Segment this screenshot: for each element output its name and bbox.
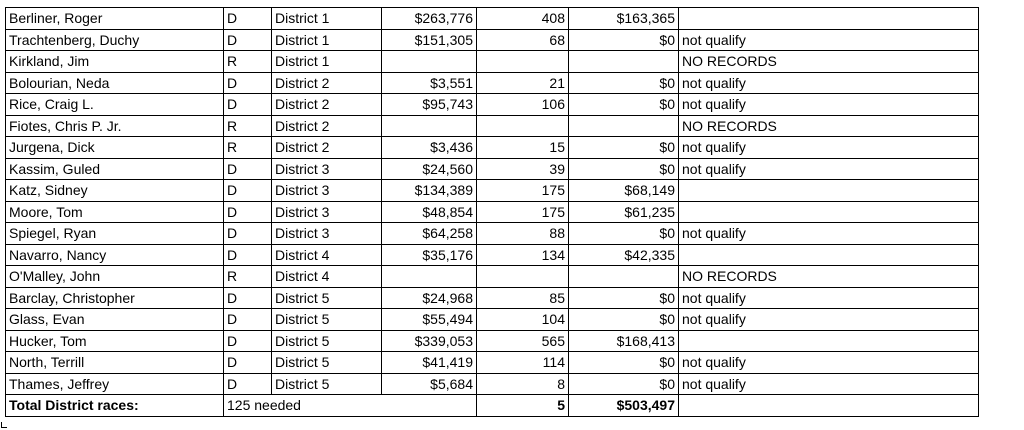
district: District 5	[272, 330, 382, 352]
matching-funds: $0	[569, 309, 679, 331]
table-row	[6, 223, 979, 245]
table-row	[6, 309, 979, 331]
matching-funds: $0	[569, 158, 679, 180]
party: D	[224, 373, 272, 395]
matching-funds: $0	[569, 94, 679, 116]
amount-raised: $134,389	[382, 180, 477, 202]
amount-raised	[382, 266, 477, 288]
status-note: not qualify	[679, 223, 979, 245]
total-row	[6, 395, 979, 417]
amount-raised: $55,494	[382, 309, 477, 331]
amount-raised	[382, 115, 477, 137]
table-row	[6, 158, 979, 180]
status-note: not qualify	[679, 72, 979, 94]
matching-funds: $0	[569, 223, 679, 245]
status-note: NO RECORDS	[679, 266, 979, 288]
district: District 3	[272, 158, 382, 180]
district: District 2	[272, 94, 382, 116]
status-note: not qualify	[679, 309, 979, 331]
party: D	[224, 94, 272, 116]
table-row	[6, 94, 979, 116]
candidate-name: Kirkland, Jim	[6, 51, 224, 73]
table-row	[6, 352, 979, 374]
total-label: Total District races:	[6, 395, 224, 417]
amount-raised: $339,053	[382, 330, 477, 352]
party: D	[224, 29, 272, 51]
candidate-name: North, Terrill	[6, 352, 224, 374]
status-note: not qualify	[679, 94, 979, 116]
status-note: not qualify	[679, 158, 979, 180]
matching-funds: $0	[569, 29, 679, 51]
district: District 1	[272, 51, 382, 73]
matching-funds: $168,413	[569, 330, 679, 352]
table-row	[6, 29, 979, 51]
candidate-name: Moore, Tom	[6, 201, 224, 223]
matching-funds	[569, 266, 679, 288]
matching-funds: $163,365	[569, 8, 679, 30]
district: District 5	[272, 373, 382, 395]
matching-funds: $0	[569, 137, 679, 159]
matching-funds: $61,235	[569, 201, 679, 223]
candidate-name: Rice, Craig L.	[6, 94, 224, 116]
district: District 3	[272, 180, 382, 202]
status-note: NO RECORDS	[679, 51, 979, 73]
district: District 2	[272, 115, 382, 137]
contributor-count: 114	[477, 352, 569, 374]
district: District 5	[272, 309, 382, 331]
candidate-name: Bolourian, Neda	[6, 72, 224, 94]
candidate-name: Fiotes, Chris P. Jr.	[6, 115, 224, 137]
matching-funds: $0	[569, 352, 679, 374]
candidate-name: Berliner, Roger	[6, 8, 224, 30]
matching-funds: $0	[569, 72, 679, 94]
district-races-table	[5, 7, 979, 417]
contributor-count: 85	[477, 287, 569, 309]
status-note	[679, 201, 979, 223]
party: D	[224, 330, 272, 352]
total-note	[679, 395, 979, 417]
district: District 1	[272, 8, 382, 30]
status-note: NO RECORDS	[679, 115, 979, 137]
amount-raised: $48,854	[382, 201, 477, 223]
party: D	[224, 158, 272, 180]
party: R	[224, 266, 272, 288]
amount-raised: $5,684	[382, 373, 477, 395]
contributor-count	[477, 266, 569, 288]
candidate-name: Hucker, Tom	[6, 330, 224, 352]
status-note: not qualify	[679, 352, 979, 374]
party: D	[224, 180, 272, 202]
matching-funds	[569, 51, 679, 73]
district: District 1	[272, 29, 382, 51]
candidate-name: Navarro, Nancy	[6, 244, 224, 266]
status-note	[679, 8, 979, 30]
district: District 4	[272, 244, 382, 266]
total-count: 5	[477, 395, 569, 417]
amount-raised: $95,743	[382, 94, 477, 116]
table-row	[6, 373, 979, 395]
amount-raised: $3,436	[382, 137, 477, 159]
contributor-count: 88	[477, 223, 569, 245]
party: D	[224, 223, 272, 245]
district: District 5	[272, 352, 382, 374]
table-body	[6, 8, 979, 395]
contributor-count: 408	[477, 8, 569, 30]
district: District 3	[272, 201, 382, 223]
status-note: not qualify	[679, 287, 979, 309]
candidate-name: Barclay, Christopher	[6, 287, 224, 309]
district: District 5	[272, 287, 382, 309]
status-note: not qualify	[679, 137, 979, 159]
candidate-name: Jurgena, Dick	[6, 137, 224, 159]
contributor-count: 21	[477, 72, 569, 94]
table-row	[6, 330, 979, 352]
status-note: not qualify	[679, 373, 979, 395]
candidate-name: Trachtenberg, Duchy	[6, 29, 224, 51]
party: R	[224, 115, 272, 137]
status-note: not qualify	[679, 29, 979, 51]
party: D	[224, 309, 272, 331]
contributor-count: 134	[477, 244, 569, 266]
amount-raised: $24,560	[382, 158, 477, 180]
amount-raised: $35,176	[382, 244, 477, 266]
district: District 3	[272, 223, 382, 245]
matching-funds: $0	[569, 373, 679, 395]
table-row	[6, 201, 979, 223]
party: D	[224, 352, 272, 374]
contributor-count	[477, 51, 569, 73]
matching-funds: $42,335	[569, 244, 679, 266]
party: D	[224, 244, 272, 266]
party: D	[224, 8, 272, 30]
candidate-name: Kassim, Guled	[6, 158, 224, 180]
total-needed: 125 needed	[224, 395, 477, 417]
candidate-name: Glass, Evan	[6, 309, 224, 331]
table-row	[6, 72, 979, 94]
amount-raised: $64,258	[382, 223, 477, 245]
table-row	[6, 8, 979, 30]
table-row	[6, 180, 979, 202]
party: D	[224, 72, 272, 94]
candidate-name: Thames, Jeffrey	[6, 373, 224, 395]
amount-raised: $263,776	[382, 8, 477, 30]
amount-raised	[382, 51, 477, 73]
contributor-count: 106	[477, 94, 569, 116]
corner-mark	[1, 422, 7, 428]
party: D	[224, 287, 272, 309]
status-note	[679, 330, 979, 352]
contributor-count: 104	[477, 309, 569, 331]
candidate-name: Katz, Sidney	[6, 180, 224, 202]
table-row	[6, 244, 979, 266]
party: R	[224, 51, 272, 73]
contributor-count	[477, 115, 569, 137]
table-row	[6, 266, 979, 288]
district: District 4	[272, 266, 382, 288]
party: R	[224, 137, 272, 159]
candidate-name: Spiegel, Ryan	[6, 223, 224, 245]
matching-funds	[569, 115, 679, 137]
table-row	[6, 287, 979, 309]
table-row	[6, 115, 979, 137]
total-match: $503,497	[569, 395, 679, 417]
contributor-count: 15	[477, 137, 569, 159]
party: D	[224, 201, 272, 223]
district: District 2	[272, 72, 382, 94]
amount-raised: $151,305	[382, 29, 477, 51]
status-note	[679, 244, 979, 266]
amount-raised: $3,551	[382, 72, 477, 94]
status-note	[679, 180, 979, 202]
table-row	[6, 51, 979, 73]
table-row	[6, 137, 979, 159]
matching-funds: $68,149	[569, 180, 679, 202]
contributor-count: 565	[477, 330, 569, 352]
contributor-count: 39	[477, 158, 569, 180]
matching-funds: $0	[569, 287, 679, 309]
district: District 2	[272, 137, 382, 159]
contributor-count: 8	[477, 373, 569, 395]
amount-raised: $41,419	[382, 352, 477, 374]
contributor-count: 68	[477, 29, 569, 51]
contributor-count: 175	[477, 180, 569, 202]
amount-raised: $24,968	[382, 287, 477, 309]
candidate-name: O'Malley, John	[6, 266, 224, 288]
contributor-count: 175	[477, 201, 569, 223]
